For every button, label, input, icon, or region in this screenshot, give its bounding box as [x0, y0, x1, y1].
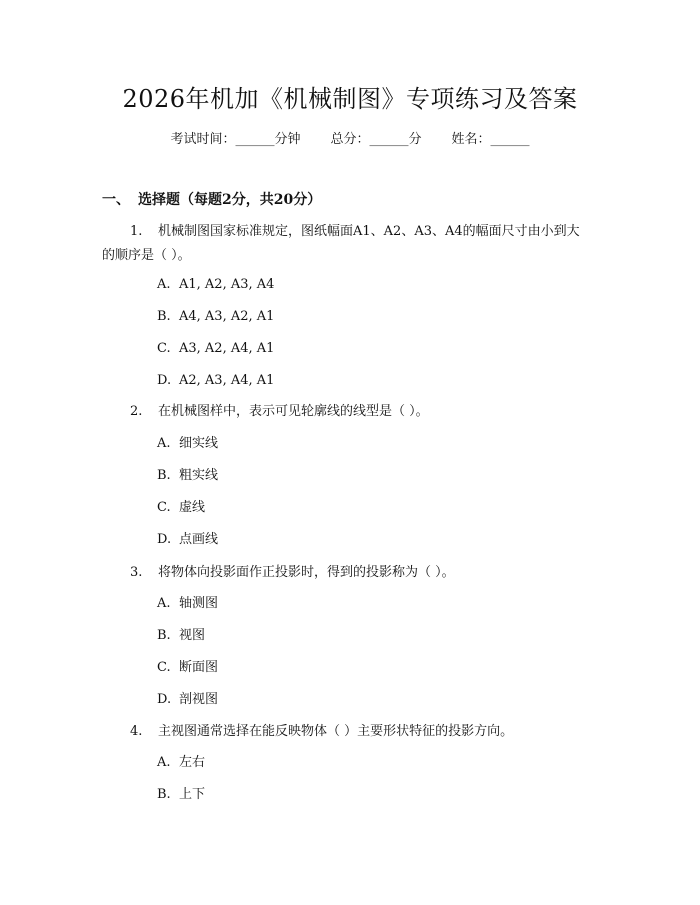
question-2: [130, 402, 429, 422]
option-text: 细实线: [179, 436, 219, 451]
option-letter: B.: [157, 309, 171, 324]
option: [157, 691, 218, 709]
option: [157, 659, 218, 677]
exam-meta: [0, 131, 700, 149]
option-letter: A.: [157, 755, 171, 770]
option: [157, 372, 274, 390]
option: [157, 627, 205, 645]
question-number: 2.: [130, 404, 143, 419]
section-title: 选择题（每题2分，共20分）: [138, 192, 322, 208]
option-letter: A.: [157, 596, 171, 611]
option: [157, 499, 205, 517]
option: [157, 435, 218, 453]
option-text: 断面图: [179, 660, 219, 675]
option: [157, 276, 274, 294]
option-text: A4, A3, A2, A1: [179, 309, 275, 324]
option-text: 虚线: [179, 500, 206, 515]
option-text: A3, A2, A4, A1: [179, 341, 275, 356]
option-letter: C.: [157, 660, 171, 675]
section-heading: [102, 190, 321, 210]
question-number: 1.: [130, 224, 143, 239]
question-3: [130, 563, 455, 583]
option: [157, 595, 218, 613]
option-letter: A.: [157, 436, 171, 451]
option-letter: A.: [157, 277, 171, 292]
option-text: 上下: [179, 787, 206, 802]
option-text: 轴测图: [179, 596, 219, 611]
question-text: 主视图通常选择在能反映物体（ ）主要形状特征的投影方向。: [158, 724, 514, 739]
option: [157, 786, 205, 804]
option-text: 左右: [179, 755, 206, 770]
option-letter: D.: [157, 532, 172, 547]
option: [157, 340, 274, 358]
total-score-label: 总分：______分: [330, 132, 422, 147]
option-letter: B.: [157, 787, 171, 802]
option-text: 点画线: [179, 532, 219, 547]
option: [157, 754, 205, 772]
option-text: 剖视图: [179, 692, 219, 707]
option-text: 视图: [179, 628, 206, 643]
question-text-continued: 的顺序是（ ）。: [102, 248, 191, 263]
option-text: A1, A2, A3, A4: [179, 277, 275, 292]
option-text: A2, A3, A4, A1: [179, 373, 275, 388]
option: [157, 531, 218, 549]
question-text: 将物体向投影面作正投影时，得到的投影称为（ ）。: [158, 565, 455, 580]
section-number: 一、: [102, 192, 130, 208]
option-letter: C.: [157, 500, 171, 515]
option-text: 粗实线: [179, 468, 219, 483]
option: [157, 308, 274, 326]
option-letter: B.: [157, 628, 171, 643]
name-label: 姓名：______: [451, 132, 530, 147]
question-number: 3.: [130, 565, 143, 580]
question-text: 机械制图国家标准规定，图纸幅面A1、A2、A3、A4的幅面尺寸由小到大: [158, 224, 580, 239]
question-1: [102, 222, 602, 266]
question-number: 4.: [130, 724, 143, 739]
option-letter: C.: [157, 341, 171, 356]
question-text: 在机械图样中，表示可见轮廓线的线型是（ ）。: [158, 404, 429, 419]
page-title: 2026年机加《机械制图》专项练习及答案: [122, 85, 578, 113]
option-letter: D.: [157, 692, 172, 707]
exam-time-label: 考试时间：______分钟: [170, 132, 301, 147]
option-letter: D.: [157, 373, 172, 388]
option-letter: B.: [157, 468, 171, 483]
question-4: [130, 722, 513, 742]
option: [157, 467, 218, 485]
